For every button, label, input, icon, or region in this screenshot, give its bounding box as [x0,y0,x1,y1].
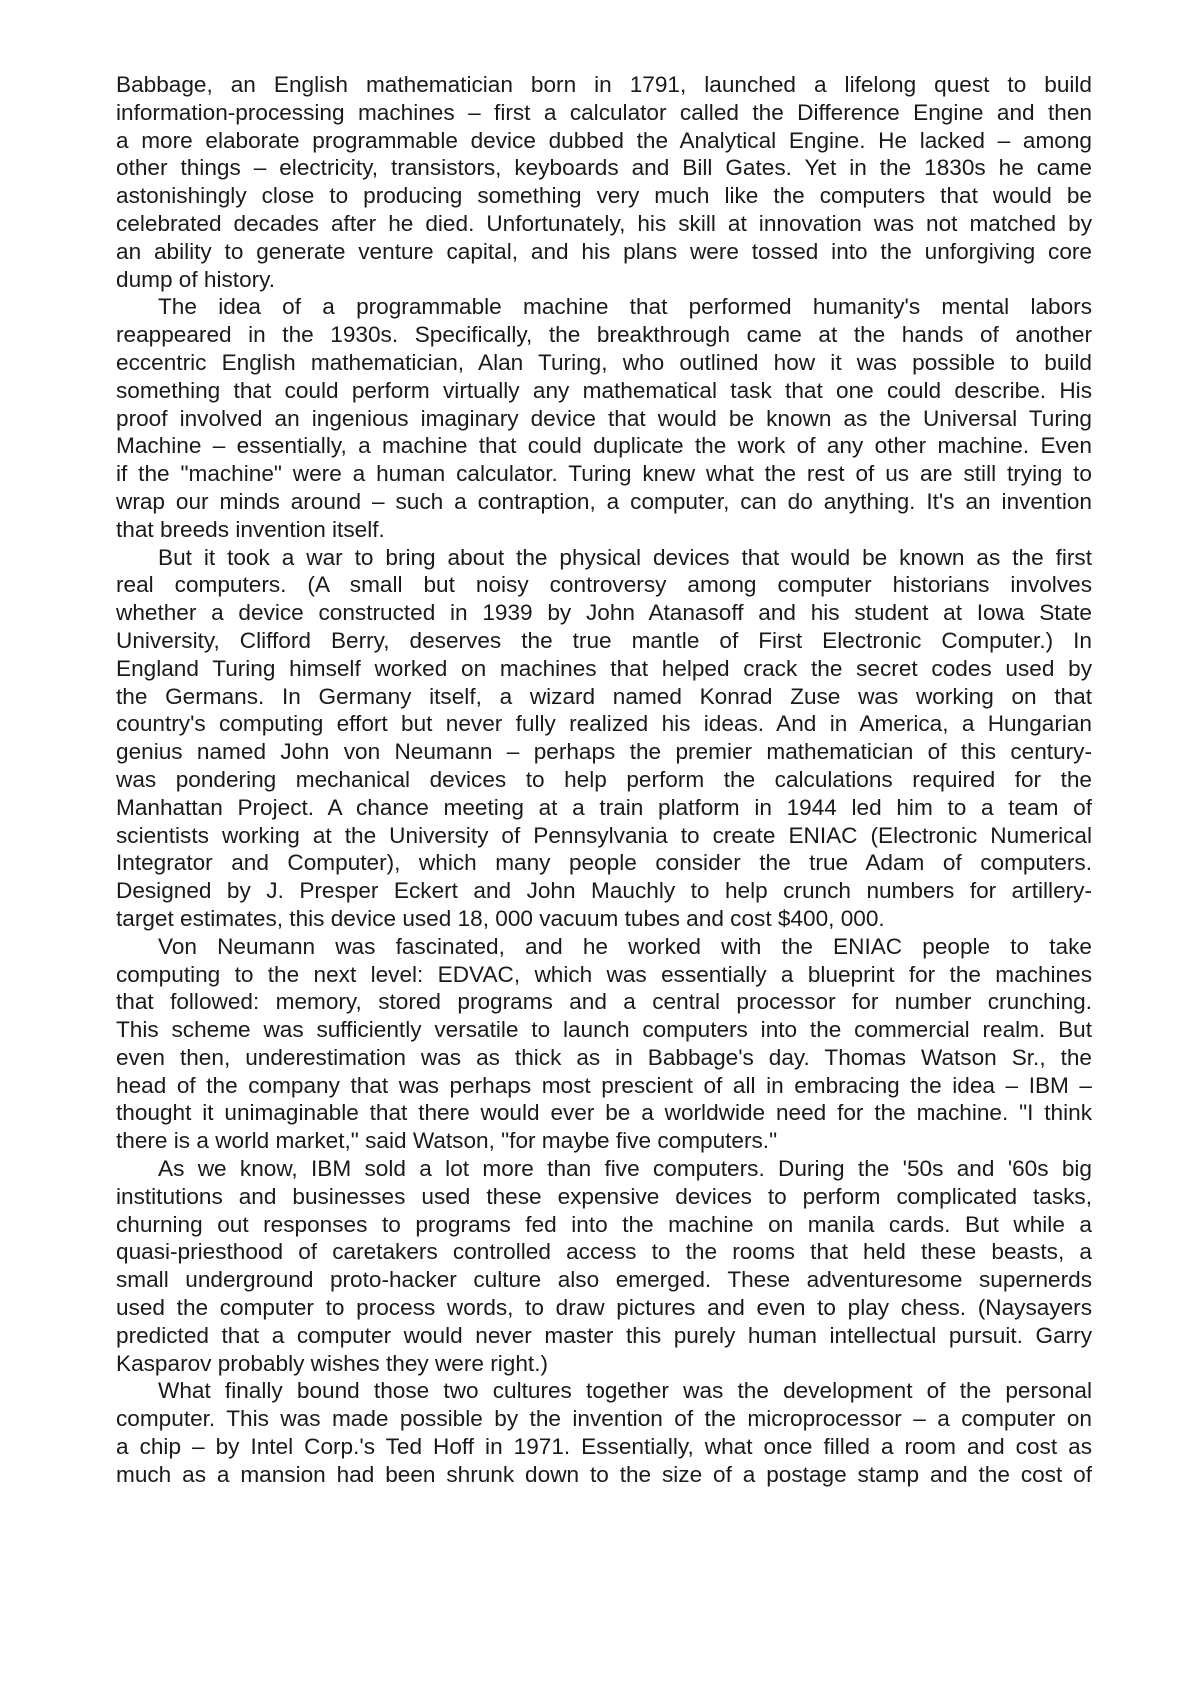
text-line: As we know, IBM sold a lot more than five computers. During the '50s and '60s big [158,1156,1092,1182]
text-line: even then, underestimation was as thick as in Babbage's day. Thomas Watson Sr., the [116,1044,1092,1070]
text-line: was pondering mechanical devices to help perform the calculations required for the [116,766,1092,792]
paragraph [116,293,1092,543]
text-line: University, Clifford Berry, deserves the true mantle of First Electronic Computer.) In [116,627,1092,653]
text-line: genius named John von Neumann – perhaps the premier mathematician of this century- [116,739,1092,765]
text-line: whether a device constructed in 1939 by John Atanasoff and his student at Iowa State [116,600,1092,626]
text-line: reappeared in the 1930s. Specifically, the breakthrough came at the hands of another [116,322,1092,348]
text-line: But it took a war to bring about the physical devices that would be known as the first [158,544,1092,570]
text-line: a chip – by Intel Corp.'s Ted Hoff in 1971. Essentially, what once filled a room and cost as [116,1434,1092,1460]
text-line: quasi-priesthood of caretakers controlled access to the rooms that held these beasts, a [116,1239,1092,1265]
text-line: target estimates, this device used 18, 000 vacuum tubes and cost $400, 000. [116,905,885,931]
text-line: eccentric English mathematician, Alan Turing, who outlined how it was possible to build [116,349,1092,375]
text-line: a more elaborate programmable device dubbed the Analytical Engine. He lacked – among [116,127,1092,153]
text-line: thought it unimaginable that there would ever be a worldwide need for the machine. "I think [116,1100,1092,1126]
text-line: computer. This was made possible by the invention of the microprocessor – a computer on [116,1406,1092,1432]
text-line: institutions and businesses used these expensive devices to perform complicated tasks, [116,1183,1092,1209]
paragraph [116,1155,1092,1377]
text-line: predicted that a computer would never master this purely human intellectual pursuit. Garry [116,1322,1092,1348]
body-text [116,71,1092,1489]
text-line: This scheme was sufficiently versatile to launch computers into the commercial realm. But [116,1017,1092,1043]
text-line: proof involved an ingenious imaginary device that would be known as the Universal Turing [116,405,1092,431]
text-line: What finally bound those two cultures together was the development of the personal [158,1378,1092,1404]
text-line: astonishingly close to producing something very much like the computers that would be [116,183,1092,209]
text-line: real computers. (A small but noisy controversy among computer historians involves [116,572,1092,598]
text-line: used the computer to process words, to draw pictures and even to play chess. (Naysayers [116,1295,1092,1321]
text-line: other things – electricity, transistors, keyboards and Bill Gates. Yet in the 1830s he came [116,155,1092,181]
text-line: England Turing himself worked on machines that helped crack the secret codes used by [116,655,1092,681]
text-line: that followed: memory, stored programs and a central processor for number crunching. [116,989,1092,1015]
paragraph [116,71,1092,293]
text-line: celebrated decades after he died. Unfortunately, his skill at innovation was not matched by [116,210,1092,236]
text-line: Babbage, an English mathematician born in 1791, launched a lifelong quest to build [116,72,1092,97]
text-line: that breeds invention itself. [116,516,385,542]
paragraph [116,544,1092,933]
text-line: something that could perform virtually any mathematical task that one could describe. His [116,377,1092,403]
text-line: information-processing machines – first a calculator called the Difference Engine and then [116,99,1092,125]
text-line: if the "machine" were a human calculator. Turing knew what the rest of us are still trying to [116,461,1092,487]
text-line: an ability to generate venture capital, and his plans were tossed into the unforgiving core [116,238,1092,264]
paragraph [116,1377,1092,1488]
text-line: Machine – essentially, a machine that could duplicate the work of any other machine. Even [116,433,1092,459]
text-line: much as a mansion had been shrunk down to the size of a postage stamp and the cost of [116,1461,1092,1487]
text-line: Kasparov probably wishes they were right.) [116,1350,548,1376]
text-line: Von Neumann was fascinated, and he worked with the ENIAC people to take [158,933,1092,959]
text-line: dump of history. [116,266,276,292]
text-line: Integrator and Computer), which many people consider the true Adam of computers. [116,850,1092,876]
text-line: wrap our minds around – such a contraption, a computer, can do anything. It's an invention [116,488,1092,514]
text-line: The idea of a programmable machine that performed humanity's mental labors [158,294,1092,320]
text-line: the Germans. In Germany itself, a wizard named Konrad Zuse was working on that [116,683,1092,709]
text-line: country's computing effort but never fully realized his ideas. And in America, a Hungarian [116,711,1092,737]
paragraph [116,933,1092,1155]
text-line: there is a world market," said Watson, "for maybe five computers." [116,1128,778,1154]
text-line: Manhattan Project. A chance meeting at a train platform in 1944 led him to a team of [116,794,1092,820]
text-line: computing to the next level: EDVAC, which was essentially a blueprint for the machines [116,961,1092,987]
text-line: scientists working at the University of Pennsylvania to create ENIAC (Electronic Numerical [116,822,1092,848]
text-line: churning out responses to programs fed into the machine on manila cards. But while a [116,1211,1092,1237]
text-line: Designed by J. Presper Eckert and John Mauchly to help crunch numbers for artillery- [116,878,1092,904]
text-line: head of the company that was perhaps most prescient of all in embracing the idea – IBM – [116,1072,1092,1098]
text-line: small underground proto-hacker culture also emerged. These adventuresome supernerds [116,1267,1092,1293]
